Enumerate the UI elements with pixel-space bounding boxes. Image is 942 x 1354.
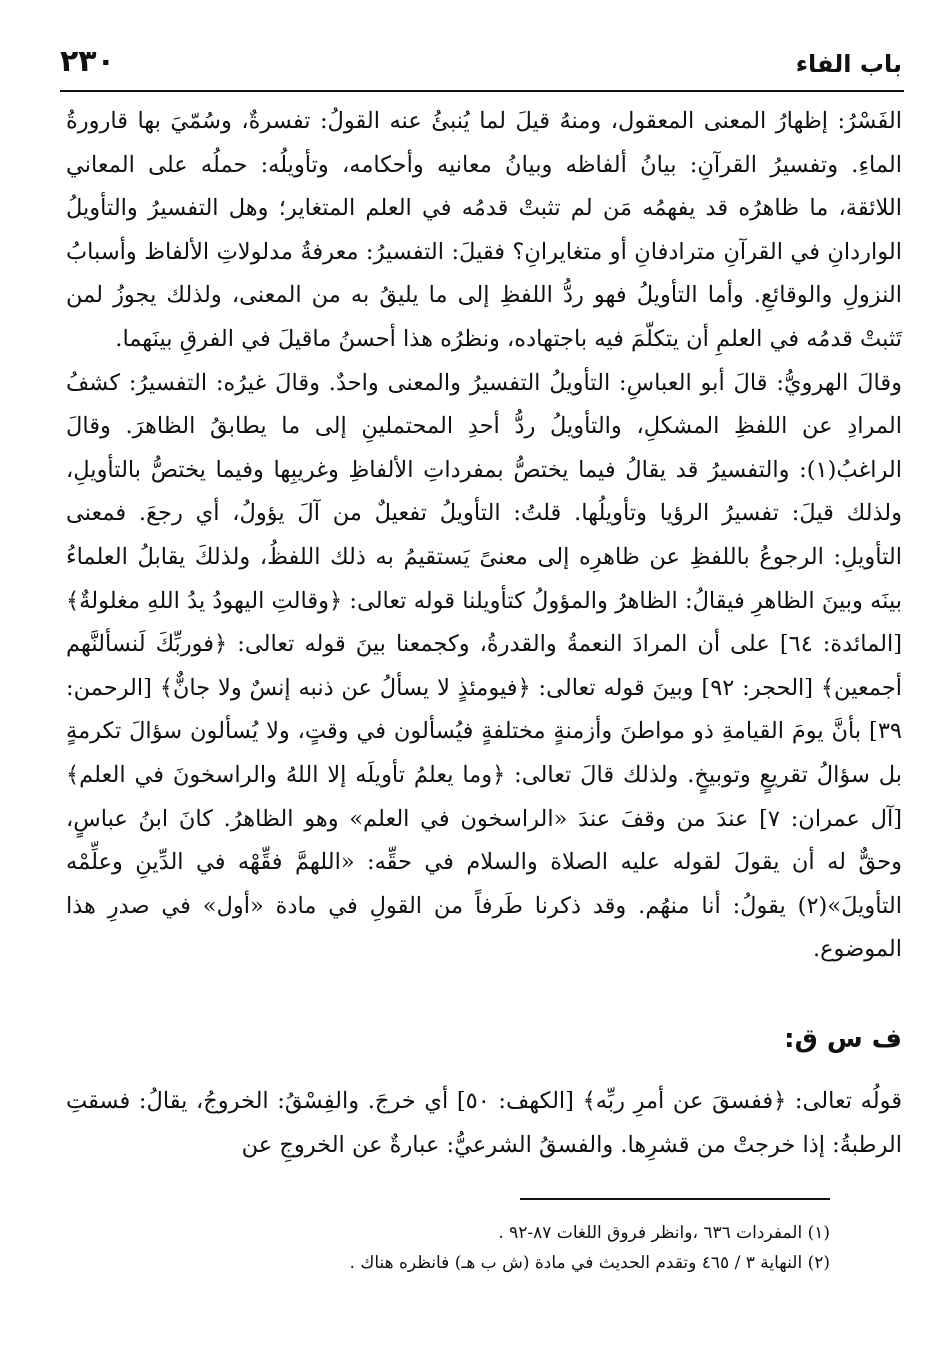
page-number: ٢٣٠ [60,44,115,79]
footnote-divider [520,1198,830,1200]
paragraph-1: الفَسْرُ: إظهارُ المعنى المعقول، ومنهُ قيلَ لما يُنبئُ عنه القولُ: تفسرةٌ، وسُمّيَ بها قارورةُ الماءِ. وتفسيرُ القرآنِ: بيانُ ألفاظه وبيانُ معانيه وأحكامه، وتأويلُه: حملُه على المعاني اللائقة، ما ظاهرُه قد يفهمُه مَن لم تثبتْ قدمُه في العلم المتغاير؛ وهل التفسيرُ والتأويلُ الواردانِ في القرآنِ مترادفانِ أو متغايرانِ؟ فقيلَ: التفسيرُ: معرفةُ مدلولاتِ الألفاظ وأسبابُ النزولِ والوقائعِ. وأما التأويلُ فهو ردُّ اللفظِ إلى ما يليقُ به من المعنى، ولذلك يجوزُ لمن تَثبتْ قدمُه في العلمِ أن يتكلّمَ فيه باجتهاده، ونظرُه هذا أحسنُ ماقيلَ في الفرقِ بينَهما. [66,108,902,352]
entry-paragraph: قولُه تعالى: ﴿ففسقَ عن أمرِ ربِّه﴾ [الكهف: ٥٠] أي خرجَ. والفِسْقُ: الخروجُ، يقالُ: فسقتِ الرطبةُ: إذا خرجتْ من قشرِها. والفسقُ الشرعيُّ: عبارةٌ عن الخروجِ عن [66,1088,902,1158]
running-header [60,44,902,88]
main-text [66,100,902,972]
chapter-title: باب الفاء [795,50,902,78]
entry-heading: ف س ق: [784,1024,902,1054]
paragraph-2: وقالَ الهرويُّ: قالَ أبو العباسِ: التأويلُ التفسيرُ والمعنى واحدٌ. وقالَ غيرُه: التفسيرُ: كشفُ المرادِ عن اللفظِ المشكلِ، والتأويلُ ردُّ أحدِ المحتملينِ إلى ما يطابقُ الظاهرَ. وقالَ الراغبُ(١): والتفسيرُ قد يقالُ فيما يختصُّ بمفرداتِ الألفاظِ وغريبِها وفيما يختصُّ بالتأويلِ، ولذلك قيلَ: تفسيرُ الرؤيا وتأويلُها. قلتُ: التأويلُ تفعيلٌ من آلَ يؤولُ، أي رجعَ. فمعنى التأويلِ: الرجوعُ باللفظِ عن ظاهرِه إلى معنىً يَستقيمُ به ذلك اللفظُ، ولذلكَ يقابلُ العلماءُ بينَه وبينَ الظاهرِ فيقالُ: الظاهرُ والمؤولُ كتأويلنا قوله تعالى: ﴿وقالتِ اليهودُ يدُ اللهِ مغلولةٌ﴾ [المائدة: ٦٤] على أن المرادَ النعمةُ والقدرةُ، وكجمعنا بينَ قوله تعالى: ﴿فوربِّكَ لَنسألنَّهم أجمعين﴾ [الحجر: ٩٢] وبينَ قوله تعالى: ﴿فيومئذٍ لا يسألُ عن ذنبه إنسٌ ولا جانٌّ﴾ [الرحمن: ٣٩] بأنَّ يومَ القيامةِ ذو مواطنَ وأزمنةٍ مختلفةٍ فيُسألون في وقتٍ، ولا يُسألون سؤالَ تكرمةٍ بل سؤالُ تقريعٍ وتوبيخٍ. ولذلك قالَ تعالى: ﴿وما يعلمُ تأويلَه إلا اللهُ والراسخونَ في العلم﴾ [آل عمران: ٧] عندَ من وقفَ عندَ «الراسخون في العلم» وهو الظاهرُ. كانَ ابنُ عباسٍ، وحقٌّ له أن يقولَ لقوله عليه الصلاة والسلام في حقِّه: «اللهمَّ فقِّهْه في الدِّينِ وعلِّمْه التأويلَ»(٢) يقولُ: أنا منهُم. وقد ذكرنا طَرفاً من القولِ في مادة «أول» في صدرِ هذا الموضوع. [66,369,903,963]
header-divider [60,90,904,92]
entry-text [66,1080,902,1167]
footnotes [240,1218,830,1278]
footnote-1: (١) المفردات ٦٣٦ ،وانظر فروق اللغات ٨٧-٩٢ . [498,1223,830,1243]
footnote-2: (٢) النهاية ٣ / ٤٦٥ وتقدم الحديث في مادة (ش ب هـ) فانظره هناك . [349,1253,830,1273]
